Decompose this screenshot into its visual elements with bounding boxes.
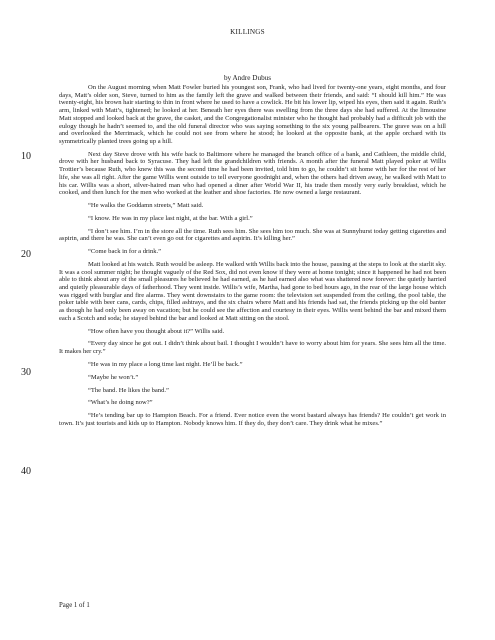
paragraph: Matt looked at his watch. Ruth would be asleep. He walked with Willis back into the house, pausing at the steps to look at the starlit sky. It was a cool summer night; he thought vaguely of the Red Sox, did not even know if they were at home tonight; since it happened he had not been able to think about any of the small pleasures he believed he had earned, as he had earned also what was shattered now forever: the quietly harried and quietly pleasurable days of fatherhood. They went inside. Willis’s wife, Martha, had gone to bed hours ago, in the rear of the large house which was rigged with burglar and fire alarms. They went downstairs to the game room: the television set suspended from the ceiling, the pool table, the poker table with beer cans, cards, chips, filled ashtrays, and the six chairs where Matt and his friends had sat, the friends picking up the old banter as though he had only been away on vacation; but he could see the affection and courtesy in their eyes. Willis went behind the bar and mixed them each a Scotch and soda; he stayed behind the bar and looked at Matt sitting on the stool. — [59, 260, 446, 322]
line-number: 10 — [21, 151, 31, 162]
paragraph: “What’s he doing now?” — [88, 399, 153, 407]
paragraph: Next day Steve drove with his wife back to Baltimore where he managed the branch office of a bank, and Cathleen, the middle child, drove with her husband back to Syracuse. They had left the grandchildren with friends. A month after the funeral Matt played poker at Willis Trottier’s because Ruth, who knew this was the second time he had been invited, told him to go, he couldn’t sit home with her for the rest of her life, she was all right. After the game Willis went outside to tell everyone goodnight and, when the others had driven away, he walked with Matt to his car. Willis was a short, silver-haired man who had opened a diner after World War II, his trade then mostly very early breakfast, which he cooked, and then lunch for the men who worked at the leather and shoe factories. He now owned a large restaurant. — [59, 150, 446, 197]
story-author: by Andre Dubus — [223, 74, 272, 82]
line-number: 30 — [21, 367, 31, 378]
paragraph: “Every day since he got out. I didn’t think about bail. I thought I wouldn’t have to worry about him for years. She sees him all the time. It makes her cry.” — [59, 340, 446, 356]
paragraph: “Maybe he won’t.” — [88, 373, 139, 381]
paragraph: “He was in my place a long time last night. He’ll be back.” — [88, 360, 243, 368]
paragraph: “He walks the Goddamn streets,” Matt said. — [88, 202, 204, 210]
paragraph: “How often have you thought about it?” Willis said. — [88, 327, 225, 335]
line-number: 40 — [21, 466, 31, 477]
line-number: 20 — [21, 249, 31, 260]
page-footer: Page 1 of 1 — [59, 602, 90, 609]
paragraph: “He’s tending bar up to Hampton Beach. For a friend. Ever notice even the worst bastard always has friends? He couldn’t get work in town. It’s just tourists and kids up to Hampton. Nobody knows him. If they do, they don’t care. They drink what he mixes.” — [59, 412, 446, 427]
paragraph: “Come back in for a drink.” — [88, 248, 162, 256]
paragraph: “I don’t see him. I’m in the store all the time. Ruth sees him. She sees him too much. She was at Sunnyhurst today getting cigarettes and aspirin, and there he was. She can’t even go out for cigarettes and aspirin. It’s killing her.” — [59, 227, 446, 243]
story-body — [59, 84, 446, 433]
paragraph: “I know. He was in my place last night, at the bar. With a girl.” — [88, 214, 253, 222]
paragraph: On the August morning when Matt Fowler buried his youngest son, Frank, who had lived for twenty-one years, eight months, and four days, Matt’s older son, Steve, turned to him as the family left the grave and walked between their friends, and said: “I should kill him.” He was twenty-eight, his brown hair starting to thin in front where he used to have a cowlick. He bit his lower lip, wiped his eyes, then said it again. Ruth’s arm, linked with Matt’s, tightened; he looked at her. Beneath her eyes there was swelling from the three days she had suffered. At the limousine Matt stopped and looked back at the grave, the casket, and the Congregationalist minister who he thought had probably had a difficult job with the eulogy though he hadn’t seemed to, and the old funeral director who was saying something to the six young pallbearers. The grave was on a hill and overlooked the Merrimack, which he could not see from where he stood; he looked at the opposite bank, at the apple orchard with its symmetrically planted trees going up a hill. — [59, 84, 446, 145]
paragraph: “The band. He likes the band.” — [88, 386, 169, 394]
story-title: KILLINGS — [230, 28, 265, 36]
